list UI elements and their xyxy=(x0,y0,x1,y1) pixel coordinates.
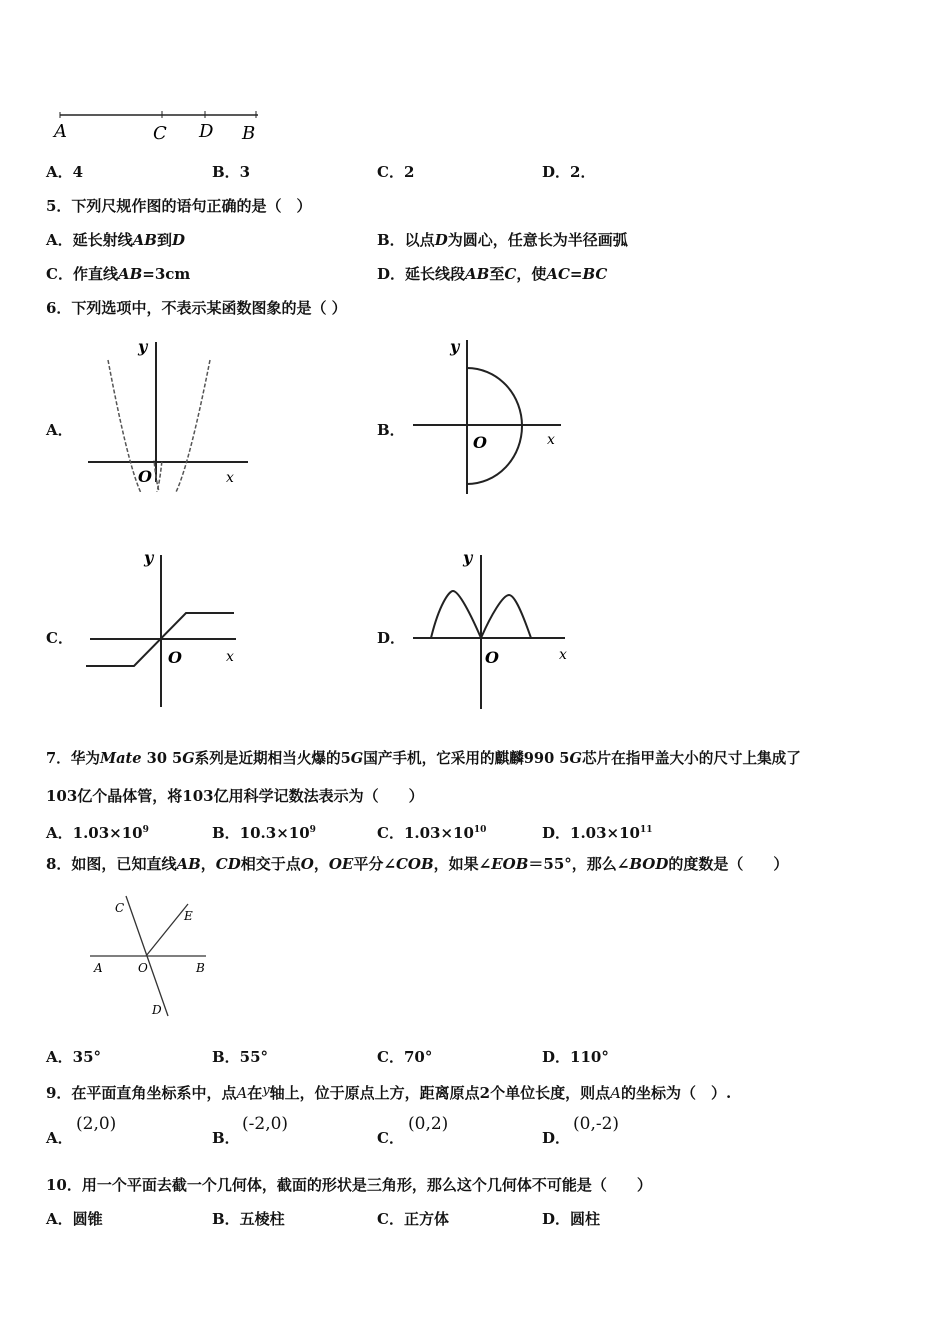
point-label: C xyxy=(115,901,125,915)
axis-x-label: x xyxy=(547,432,555,448)
question-6-stem: 6．下列选项中，不表示某函数图象的是（ ） xyxy=(46,299,347,317)
option-a[interactable]: A．35° xyxy=(46,1048,102,1066)
origin-label: O xyxy=(485,648,499,667)
option-b[interactable]: B．$10.3\times 10^9$ xyxy=(212,824,316,842)
option-b[interactable]: B． xyxy=(212,1129,240,1147)
option-d[interactable]: D．圆柱 xyxy=(542,1210,601,1228)
question-9-stem: 9．在平面直角坐标系中，点A在y轴上，位于原点上方，距离原点2个单位长度，则点A的坐标为（ ）. xyxy=(46,1083,732,1102)
origin-label: O xyxy=(138,467,152,486)
axis-x-label: x xyxy=(226,470,234,486)
option-a[interactable]: A． xyxy=(46,421,73,439)
point-label: A xyxy=(94,961,103,975)
origin-label: O xyxy=(473,433,487,452)
point-label: D xyxy=(152,1003,162,1017)
point-label: E xyxy=(184,909,193,923)
question-7-line2: 103亿个晶体管，将103亿用科学记数法表示为（ ） xyxy=(46,787,424,805)
option-a[interactable]: A．圆锥 xyxy=(46,1210,103,1228)
option-a[interactable]: A．$1.03\times 10^9$ xyxy=(46,824,149,842)
point-label: D xyxy=(199,121,214,142)
option-c[interactable]: C．$1.03\times 10^{10}$ xyxy=(377,824,487,842)
coord-d: (0,-2) xyxy=(573,1114,620,1134)
coord-c: (0,2) xyxy=(408,1114,449,1134)
coord-a: (2,0) xyxy=(76,1114,117,1134)
question-8-stem: 8．如图，已知直线AB，CD相交于点O，OE平分∠COB，如果∠EOB＝55°，那么∠BOD的度数是（ ） xyxy=(46,855,789,873)
axis-x-label: x xyxy=(559,647,567,663)
option-b[interactable]: B．五棱柱 xyxy=(212,1210,285,1228)
option-d[interactable]: D． xyxy=(542,1129,571,1147)
axis-y-label: y xyxy=(463,548,473,567)
option-d[interactable]: D．延长线段AB至C，使AC=BC xyxy=(377,265,608,283)
option-d[interactable]: D．2． xyxy=(542,163,596,181)
question-5-stem: 5．下列尺规作图的语句正确的是（ ） xyxy=(46,197,312,215)
question-7-line1: 7．华为Mate 30 5G系列是近期相当火爆的5G国产手机，它采用的麒麟990 5G芯片在指甲盖大小的尺寸上集成了 xyxy=(46,750,801,767)
point-label: O xyxy=(138,961,148,975)
option-b[interactable]: B． xyxy=(377,421,405,439)
point-label: B xyxy=(196,961,205,975)
axis-y-label: y xyxy=(450,337,460,356)
question-10-stem: 10．用一个平面去截一个几何体，截面的形状是三角形，那么这个几何体不可能是（ ） xyxy=(46,1176,652,1194)
graph-d xyxy=(405,545,580,715)
option-d[interactable]: D． xyxy=(377,629,406,647)
axis-y-label: y xyxy=(144,548,154,567)
option-c[interactable]: C．作直线AB=3cm xyxy=(46,265,191,283)
option-c[interactable]: C． xyxy=(46,629,73,647)
option-d[interactable]: D．110° xyxy=(542,1048,609,1066)
point-label: A xyxy=(54,121,67,142)
graph-b xyxy=(405,332,575,502)
axis-x-label: x xyxy=(226,649,234,665)
coord-b: (-2,0) xyxy=(242,1114,289,1134)
lines-figure xyxy=(84,892,214,1022)
option-c[interactable]: C． xyxy=(377,1129,404,1147)
option-b[interactable]: B．3 xyxy=(212,163,251,181)
option-a[interactable]: A．4 xyxy=(46,163,84,181)
option-a[interactable]: A．延长射线AB到D xyxy=(46,231,185,249)
option-a[interactable]: A． xyxy=(46,1129,73,1147)
option-b[interactable]: B．55° xyxy=(212,1048,269,1066)
option-c[interactable]: C．正方体 xyxy=(377,1210,449,1228)
graph-a xyxy=(80,332,260,492)
axis-y-label: y xyxy=(138,337,148,356)
option-d[interactable]: D．$1.03\times 10^{11}$ xyxy=(542,824,653,842)
graph-c xyxy=(82,545,252,715)
segment-figure xyxy=(50,105,270,145)
point-label: C xyxy=(153,123,167,144)
point-label: B xyxy=(242,123,256,144)
option-c[interactable]: C．2 xyxy=(377,163,415,181)
origin-label: O xyxy=(168,648,182,667)
option-c[interactable]: C．70° xyxy=(377,1048,433,1066)
option-b[interactable]: B．以点D为圆心，任意长为半径画弧 xyxy=(377,231,628,249)
